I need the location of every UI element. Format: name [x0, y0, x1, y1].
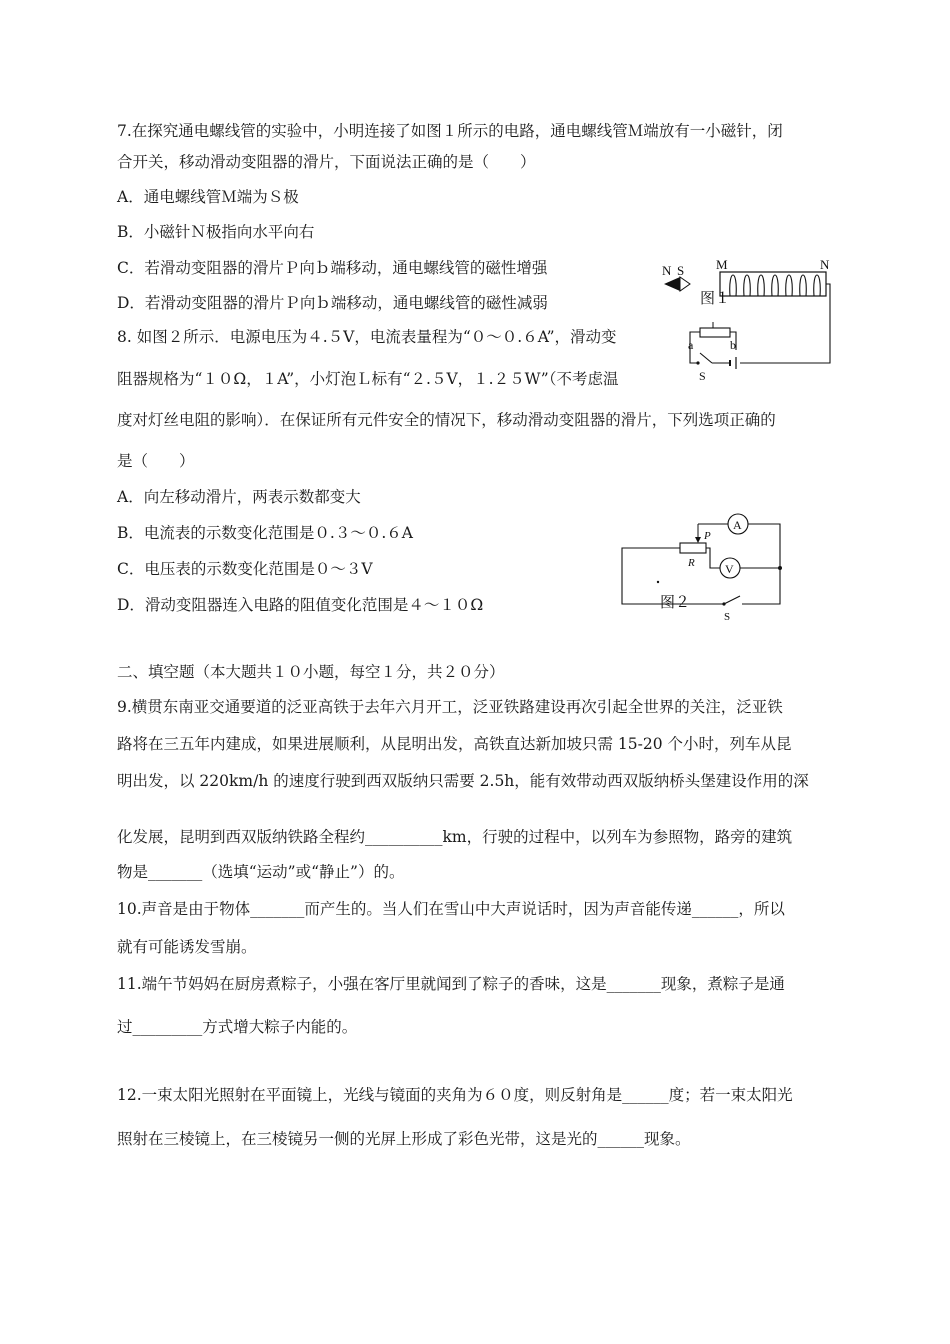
fig1-a-label: a: [688, 338, 694, 352]
fig2-rheostat-body: [680, 543, 706, 553]
fig2-slider-arrow: [695, 537, 701, 543]
fig2-wire-right-bottom: [742, 568, 780, 604]
ammeter-label: A: [733, 518, 742, 532]
fig2-junction: [778, 566, 782, 570]
q8-option-b: B．电流表的示数变化范围是０.３～０.６A: [117, 524, 413, 542]
q7-option-b: B．小磁针Ｎ极指向水平向右: [117, 223, 315, 241]
q7-option-c: C．若滑动变阻器的滑片Ｐ向ｂ端移动，通电螺线管的磁性增强: [117, 259, 548, 277]
fig1-b-label: b: [730, 338, 736, 352]
q8-line-4: 是（ ）: [117, 452, 195, 470]
voltmeter-label: V: [725, 562, 734, 576]
solenoid-coil: [730, 275, 821, 296]
fig2-switch-label: S: [724, 611, 731, 622]
q12-line-2: 照射在三棱镜上，在三棱镜另一侧的光屏上形成了彩色光带，这是光的______现象。: [117, 1130, 691, 1148]
figure-1-caption: 图１: [700, 291, 731, 307]
fig1-magnet-n-label: N: [662, 263, 672, 278]
q9-line-4: 化发展，昆明到西双版纳铁路全程约__________km，行驶的过程中，以列车为参照物，路旁的建筑: [117, 828, 793, 846]
fig2-switch-pivot: [722, 602, 725, 605]
q9-line-3: 明出发，以 220km/h 的速度行驶到西双版纳只需要 2.5h，能有效带动西双版纳桥头堡建设作用的深: [117, 772, 809, 790]
q10-line-2: 就有可能诱发雪崩。: [117, 938, 257, 956]
compass-needle-dark: [664, 277, 680, 291]
fig2-wire-top-right: [748, 524, 780, 568]
figure-2-caption: 图２: [660, 595, 691, 611]
fig1-coil-n-label: N: [820, 257, 830, 272]
q7-line-2: 合开关，移动滑动变阻器的滑片，下面说法正确的是（ ）: [117, 153, 536, 171]
figure-2: [614, 510, 794, 622]
q8-line-2: 阻器规格为“１０Ω，１A”，小灯泡Ｌ标有“２.５V，１.２５W”（不考虑温: [117, 370, 619, 388]
q11-line-1: 11.端午节妈妈在厨房煮粽子，小强在客厅里就闻到了粽子的香味，这是_______现象，煮粽子是通: [117, 975, 785, 993]
q8-option-a: A．向左移动滑片，两表示数都变大: [117, 488, 361, 506]
q11-line-2: 过_________方式增大粽子内能的。: [117, 1018, 358, 1036]
fig1-coil-m-label: M: [716, 257, 728, 272]
figure-1: [650, 250, 840, 385]
q8-option-d: D．滑动变阻器连入电路的阻值变化范围是４～１０Ω: [117, 596, 484, 614]
switch-blade: [700, 353, 712, 363]
fig2-switch-blade: [724, 596, 740, 604]
figure-1-circuit: [650, 250, 840, 385]
figure-2-circuit: [614, 510, 794, 622]
q10-line-1: 10.声音是由于物体_______而产生的。当人们在雪山中大声说话时，因为声音能传递______，所以: [117, 900, 785, 918]
q12-line-1: 12.一束太阳光照射在平面镜上，光线与镜面的夹角为６０度，则反射角是______度；若一束太阳光: [117, 1086, 793, 1104]
fig2-dot: [657, 581, 659, 583]
fig1-magnet-s-label: S: [677, 263, 685, 278]
fig2-r-label: R: [688, 557, 695, 569]
rheostat-body: [700, 328, 730, 337]
fig2-p-label: P: [704, 530, 711, 542]
q7-line-1: 7.在探究通电螺线管的实验中，小明连接了如图１所示的电路，通电螺线管Ｍ端放有一小磁针，闭: [117, 122, 783, 140]
fig1-switch-label: S: [699, 369, 706, 383]
q7-option-a: A．通电螺线管Ｍ端为Ｓ极: [117, 188, 299, 206]
q8-line-1: 8. 如图２所示．电源电压为４.５V，电流表量程为“０～０.６A”，滑动变: [117, 328, 617, 346]
q7-option-d: D．若滑动变阻器的滑片Ｐ向ｂ端移动，通电螺线管的磁性减弱: [117, 294, 548, 312]
q9-line-2: 路将在三五年内建成，如果进展顺利，从昆明出发，高铁直达新加坡只需 15-20 个小时，列车从昆: [117, 735, 792, 753]
q8-option-c: C．电压表的示数变化范围是０～３V: [117, 560, 373, 578]
compass-needle-light: [680, 277, 690, 291]
q8-line-3: 度对灯丝电阻的影响）．在保证所有元件安全的情况下，移动滑动变阻器的滑片，下列选项正确的: [117, 411, 776, 429]
fig2-wire-to-voltmeter: [706, 548, 720, 568]
q9-line-1: 9.横贯东南亚交通要道的泛亚高铁于去年六月开工，泛亚铁路建设再次引起全世界的关注，泛亚铁: [117, 698, 783, 716]
section-2-title: 二、填空题（本大题共１０小题，每空１分，共２０分）: [117, 663, 505, 681]
q9-line-5: 物是_______（选填“运动”或“静止”）的。: [117, 863, 405, 881]
